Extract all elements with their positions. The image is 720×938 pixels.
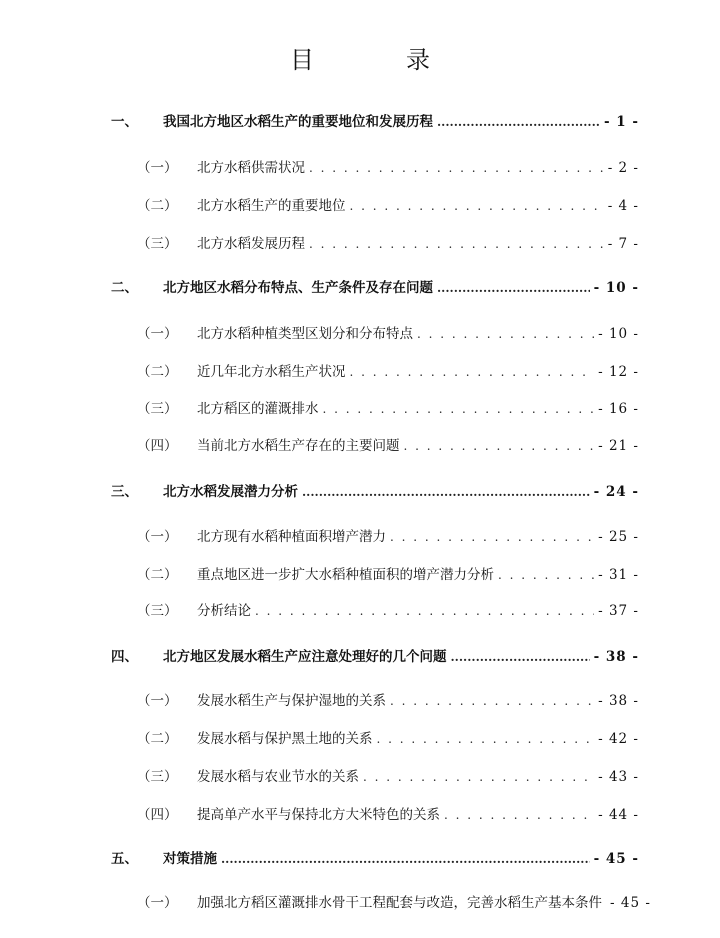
toc-entry-label: 北方现有水稻种植面积增产潜力 xyxy=(197,529,386,545)
toc-entry-page: - 16 - xyxy=(598,401,639,417)
dot-leader xyxy=(309,234,604,254)
dot-leader xyxy=(390,527,594,547)
toc-entry[interactable] xyxy=(0,691,720,711)
toc-entry-page: - 38 - xyxy=(598,693,639,709)
toc-entry-number: （四） xyxy=(137,438,178,454)
toc-entry[interactable] xyxy=(0,436,720,456)
dot-leader xyxy=(437,112,600,132)
toc-entry-page: - 42 - xyxy=(598,731,639,747)
toc-entry-label: 北方水稻生产的重要地位 xyxy=(197,198,346,214)
toc-entry-page: - 10 - xyxy=(598,326,639,342)
toc-entry-page: - 45 - xyxy=(610,895,651,911)
toc-entry-number: 二、 xyxy=(111,280,138,296)
dot-leader xyxy=(363,767,594,787)
toc-entry[interactable] xyxy=(0,647,720,667)
toc-entry-label: 北方水稻发展历程 xyxy=(197,236,305,252)
toc-entry-number: （二） xyxy=(137,731,178,747)
toc-entry-label: 北方稻区的灌溉排水 xyxy=(197,401,319,417)
dot-leader xyxy=(350,196,604,216)
toc-entry-label: 我国北方地区水稻生产的重要地位和发展历程 xyxy=(163,114,433,130)
toc-entry-label: 北方地区发展水稻生产应注意处理好的几个问题 xyxy=(163,649,447,665)
toc-entry-page: - 10 - xyxy=(593,280,639,296)
toc-entry-number: 四、 xyxy=(111,649,138,665)
toc-entry-label: 加强北方稻区灌溉排水骨干工程配套与改造，完善水稻生产基本条件 xyxy=(197,895,602,911)
toc-entry[interactable] xyxy=(0,158,720,178)
toc-entry-number: （二） xyxy=(137,364,178,380)
toc-entry[interactable] xyxy=(0,482,720,502)
toc-entry-number: （一） xyxy=(137,160,178,176)
toc-entry-label: 北方地区水稻分布特点、生产条件及存在问题 xyxy=(163,280,433,296)
toc-entry-label: 北方水稻供需状况 xyxy=(197,160,305,176)
dot-leader xyxy=(417,324,594,344)
toc-entry-number: （三） xyxy=(137,769,178,785)
toc-entry-number: （一） xyxy=(137,693,178,709)
toc-entry-page: - 44 - xyxy=(598,807,639,823)
toc-entry-page: - 7 - xyxy=(607,236,639,252)
toc-entry-label: 发展水稻与农业节水的关系 xyxy=(197,769,359,785)
toc-entry-number: 一、 xyxy=(111,114,138,130)
toc-entry-number: 五、 xyxy=(111,851,138,867)
toc-entry[interactable] xyxy=(0,324,720,344)
toc-entry[interactable] xyxy=(0,278,720,298)
toc-entry-page: - 43 - xyxy=(598,769,639,785)
dot-leader xyxy=(498,565,594,585)
toc-entry[interactable] xyxy=(0,362,720,382)
toc-entry[interactable] xyxy=(0,729,720,749)
toc-entry-number: （一） xyxy=(137,895,178,911)
toc-entry[interactable] xyxy=(0,849,720,869)
toc-entry-label: 发展水稻与保护黑土地的关系 xyxy=(197,731,373,747)
toc-entry[interactable] xyxy=(0,399,720,419)
toc-entry-page: - 38 - xyxy=(593,649,639,665)
dot-leader xyxy=(221,849,590,869)
toc-entry[interactable] xyxy=(0,565,720,585)
toc-entry[interactable] xyxy=(0,805,720,825)
toc-entry-number: （一） xyxy=(137,326,178,342)
dot-leader xyxy=(323,399,595,419)
toc-entry-number: 三、 xyxy=(111,484,138,500)
toc-entry[interactable] xyxy=(0,196,720,216)
toc-entry-number: （三） xyxy=(137,401,178,417)
dot-leader xyxy=(302,482,590,502)
toc-entry[interactable] xyxy=(0,893,720,913)
toc-entry-page: - 21 - xyxy=(598,438,639,454)
toc-entry[interactable] xyxy=(0,767,720,787)
toc-entry-label: 重点地区进一步扩大水稻种植面积的增产潜力分析 xyxy=(197,567,494,583)
toc-entry-label: 提高单产水平与保持北方大米特色的关系 xyxy=(197,807,440,823)
toc-title: 目 录 xyxy=(290,46,464,74)
toc-entry-page: - 4 - xyxy=(607,198,639,214)
toc-entry-number: （二） xyxy=(137,567,178,583)
toc-entry-label: 北方水稻种植类型区划分和分布特点 xyxy=(197,326,413,342)
toc-entry-page: - 45 - xyxy=(593,851,639,867)
dot-leader xyxy=(377,729,595,749)
toc-entry-number: （二） xyxy=(137,198,178,214)
dot-leader xyxy=(390,691,594,711)
dot-leader xyxy=(404,436,595,456)
toc-entry-page: - 25 - xyxy=(598,529,639,545)
dot-leader xyxy=(309,158,604,178)
toc-entry-page: - 24 - xyxy=(593,484,639,500)
toc-entry[interactable] xyxy=(0,234,720,254)
toc-entry-number: （四） xyxy=(137,807,178,823)
toc-entry-page: - 37 - xyxy=(598,603,639,619)
toc-entry-number: （三） xyxy=(137,603,178,619)
dot-leader xyxy=(350,362,595,382)
dot-leader xyxy=(451,647,590,667)
toc-entry-label: 北方水稻发展潜力分析 xyxy=(163,484,298,500)
toc-entry-number: （三） xyxy=(137,236,178,252)
toc-entry-label: 发展水稻生产与保护湿地的关系 xyxy=(197,693,386,709)
toc-entry-label: 对策措施 xyxy=(163,851,217,867)
toc-entry-page: - 12 - xyxy=(598,364,639,380)
toc-entry[interactable] xyxy=(0,527,720,547)
dot-leader xyxy=(437,278,590,298)
toc-entry-label: 分析结论 xyxy=(197,603,251,619)
toc-entry-page: - 1 - xyxy=(604,114,639,130)
toc-entry[interactable] xyxy=(0,601,720,621)
toc-entry-page: - 2 - xyxy=(607,160,639,176)
dot-leader xyxy=(255,601,594,621)
toc-entry-label: 近几年北方水稻生产状况 xyxy=(197,364,346,380)
toc-entry-page: - 31 - xyxy=(598,567,639,583)
toc-entry-number: （一） xyxy=(137,529,178,545)
toc-entry[interactable] xyxy=(0,112,720,132)
toc-entry-label: 当前北方水稻生产存在的主要问题 xyxy=(197,438,400,454)
dot-leader xyxy=(444,805,594,825)
